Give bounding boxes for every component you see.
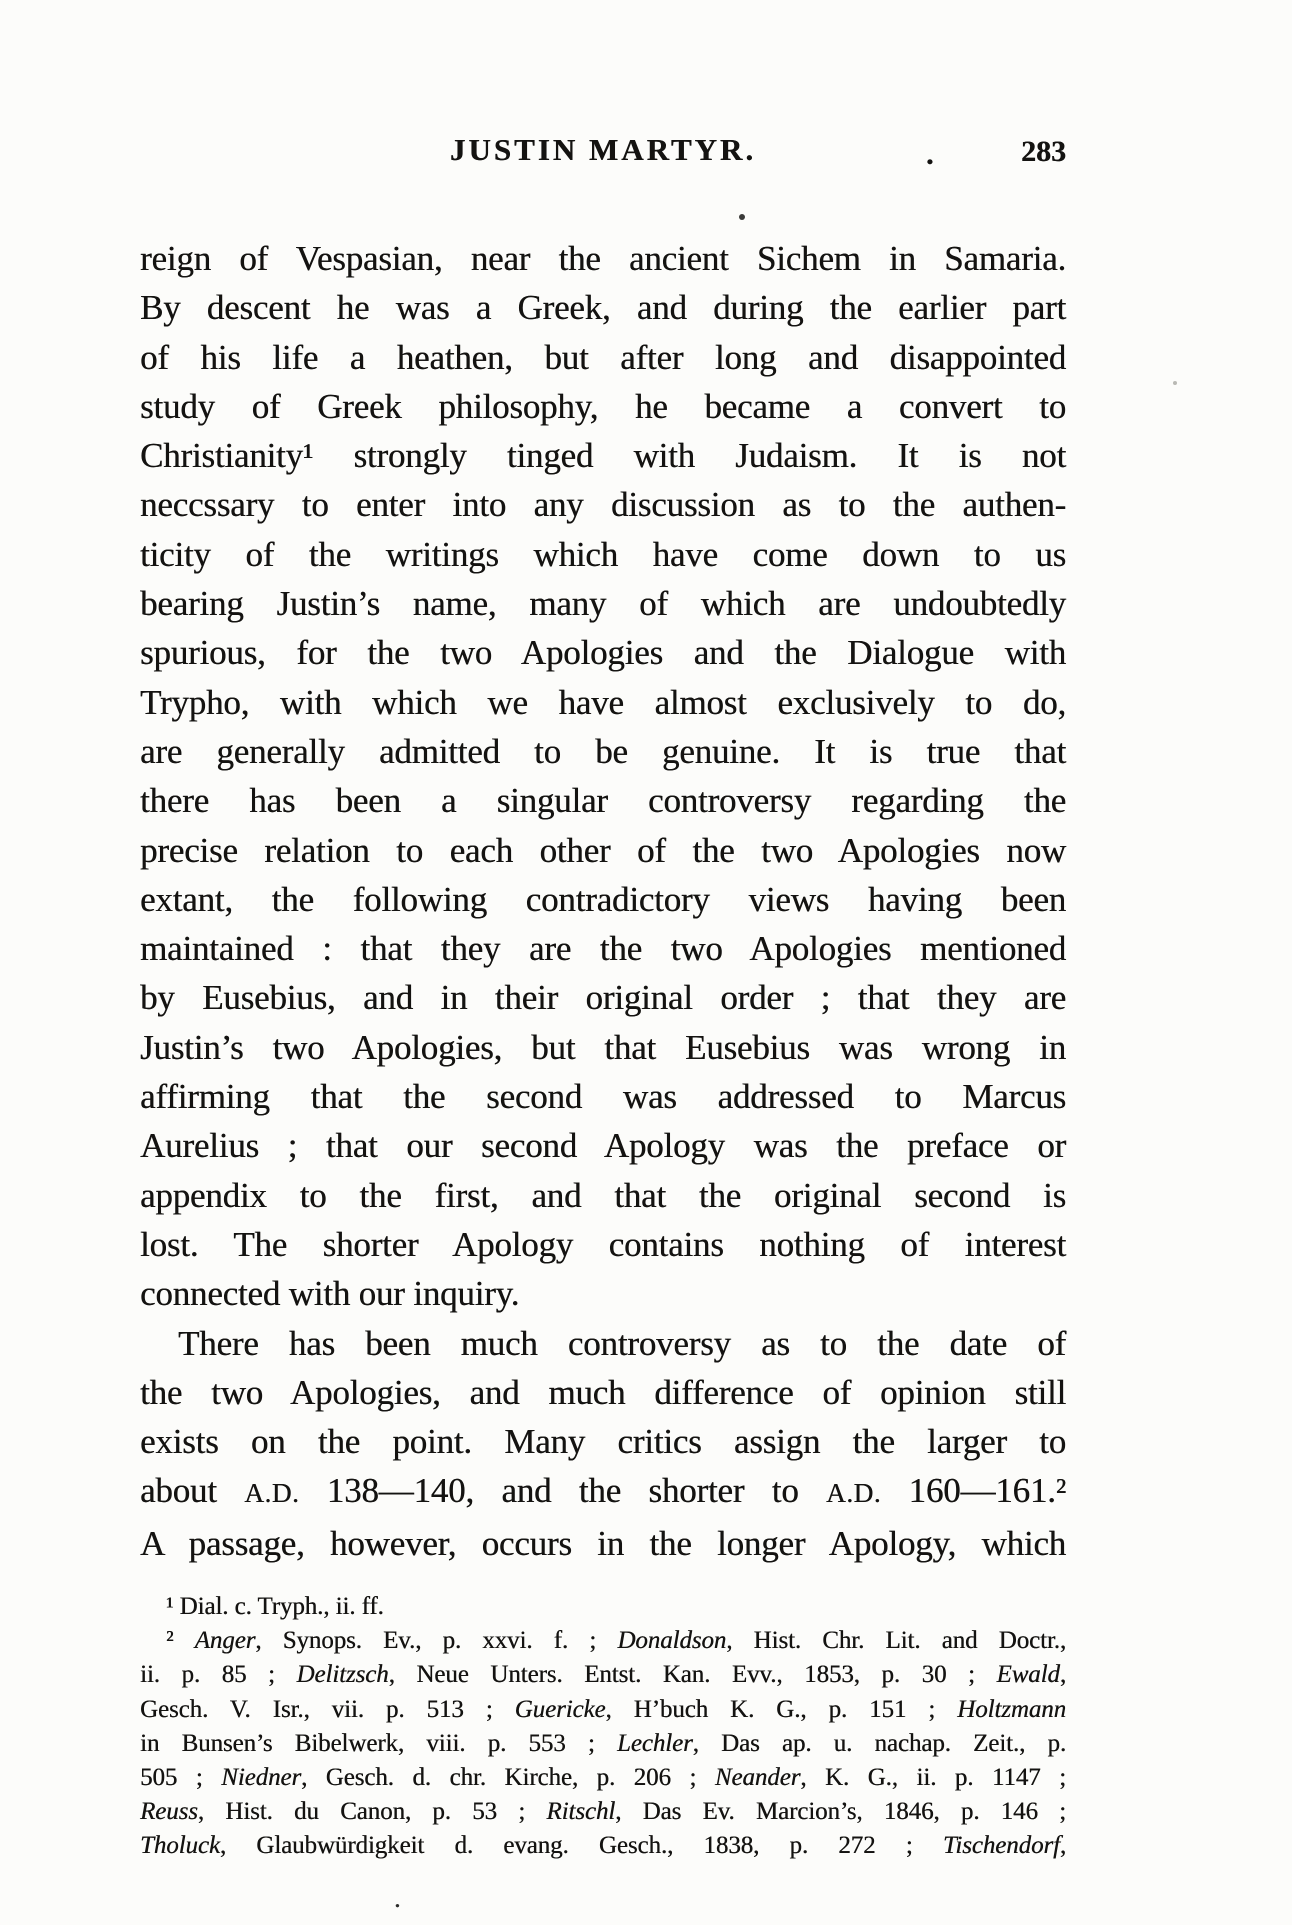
- body-line: A passage, however, occurs in the longer Apology, which: [140, 1523, 1066, 1563]
- body-line: By descent he was a Greek, and during the earlier part: [140, 288, 1066, 328]
- body-line: connected with our inquiry.: [140, 1274, 520, 1314]
- page-title: JUSTIN MARTYR.: [449, 132, 757, 167]
- body-line: precise relation to each other of the two Apologies now: [140, 830, 1066, 870]
- footnote-line: ii. p. 85 ; Delitzsch, Neue Unters. Entst. Kan. Evv., 1853, p. 30 ; Ewald,: [140, 1661, 1066, 1689]
- body-line: lost. The shorter Apology contains nothing of interest: [140, 1224, 1066, 1264]
- header-separator-dot: .: [926, 138, 934, 171]
- paragraph: [140, 234, 1066, 1319]
- body-line: bearing Justin’s name, many of which are undoubtedly: [140, 584, 1066, 624]
- scan-speck: [739, 214, 745, 220]
- scan-speck: [1173, 381, 1177, 385]
- body-text: [140, 234, 1066, 1568]
- footnote-line: 505 ; Niedner, Gesch. d. chr. Kirche, p. 206 ; Neander, K. G., ii. p. 1147 ;: [140, 1764, 1066, 1792]
- body-line: of his life a heathen, but after long and disappointed: [140, 337, 1066, 377]
- body-line: Justin’s two Apologies, but that Eusebius was wrong in: [140, 1027, 1066, 1067]
- body-line: are generally admitted to be genuine. It is true that: [140, 731, 1066, 771]
- body-line: Trypho, with which we have almost exclusively to do,: [140, 682, 1066, 722]
- body-line: study of Greek philosophy, he became a convert to: [140, 386, 1066, 426]
- paragraph: [140, 1319, 1066, 1568]
- body-line: maintained : that they are the two Apologies mentioned: [140, 929, 1066, 969]
- body-line: reign of Vespasian, near the ancient Sichem in Samaria.: [140, 239, 1066, 278]
- body-line: neccssary to enter into any discussion as to the authen-: [140, 485, 1066, 525]
- body-line: by Eusebius, and in their original order ; that they are: [140, 978, 1066, 1018]
- body-line: about A.D. 138—140, and the shorter to A.D. 160—161.²: [140, 1471, 1066, 1511]
- running-header: [140, 132, 1066, 178]
- body-line: affirming that the second was addressed to Marcus: [140, 1077, 1066, 1117]
- footnote-block: [140, 1590, 1066, 1864]
- body-line: exists on the point. Many critics assign the larger to: [140, 1422, 1066, 1462]
- body-line: ticity of the writings which have come down to us: [140, 534, 1066, 574]
- footnote-line: in Bunsen’s Bibelwerk, viii. p. 553 ; Lechler, Das ap. u. nachap. Zeit., p.: [140, 1729, 1066, 1757]
- body-line: the two Apologies, and much difference of opinion still: [140, 1372, 1066, 1412]
- body-line: There has been much controversy as to the date of: [178, 1323, 1066, 1363]
- body-line: spurious, for the two Apologies and the Dialogue with: [140, 633, 1066, 673]
- footnote-line: Reuss, Hist. du Canon, p. 53 ; Ritschl, Das Ev. Marcion’s, 1846, p. 146 ;: [140, 1798, 1067, 1826]
- footnote-line: ² Anger, Synops. Ev., p. xxvi. f. ; Donaldson, Hist. Chr. Lit. and Doctr.,: [166, 1627, 1066, 1655]
- footnote-line: ¹ Dial. c. Tryph., ii. ff.: [166, 1593, 384, 1620]
- body-line: extant, the following contradictory views having been: [140, 879, 1066, 919]
- footnote-line: Tholuck, Glaubwürdigkeit d. evang. Gesch., 1838, p. 272 ; Tischendorf,: [140, 1832, 1066, 1860]
- body-line: Christianity¹ strongly tinged with Judaism. It is not: [140, 436, 1066, 476]
- body-line: appendix to the first, and that the original second is: [140, 1175, 1066, 1215]
- footnote-line: Gesch. V. Isr., vii. p. 513 ; Guericke, H’buch K. G., p. 151 ; Holtzmann: [140, 1695, 1066, 1723]
- body-line: Aurelius ; that our second Apology was the preface or: [140, 1126, 1066, 1166]
- page-number: 283: [1021, 135, 1066, 168]
- stray-mark: .: [394, 1884, 401, 1913]
- body-line: there has been a singular controversy regarding the: [140, 781, 1066, 821]
